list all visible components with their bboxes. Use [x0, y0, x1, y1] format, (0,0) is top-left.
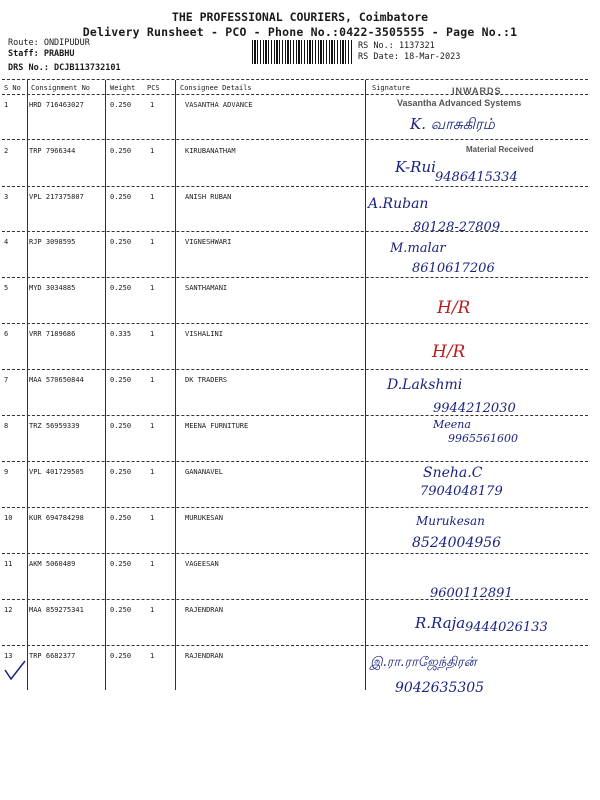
row-sno: 9: [4, 468, 9, 476]
row-consignment-no: TRP 7966344: [29, 147, 76, 155]
handwritten-phone: 80128-27809: [413, 220, 501, 235]
row-pcs: 1: [150, 193, 155, 201]
row-sno: 1: [4, 101, 9, 109]
row-divider: [2, 645, 588, 646]
handwritten-phone: 9444026133: [465, 620, 548, 635]
handwritten-signature: M.malar: [390, 241, 446, 256]
row-pcs: 1: [150, 422, 155, 430]
document-title: THE PROFESSIONAL COURIERS, Coimbatore: [171, 10, 429, 24]
handwritten-phone: 9486415334: [435, 170, 518, 185]
row-weight: 0.250: [110, 514, 132, 522]
row-divider: [2, 507, 588, 508]
rs-date: RS Date: 18-Mar-2023: [358, 52, 461, 62]
row-pcs: 1: [150, 606, 155, 614]
row-consignee: VASANTHA ADVANCE: [185, 101, 253, 109]
column-header-consignment: Consignment No: [31, 84, 91, 92]
route-label: Route: ONDIPUDUR: [8, 38, 90, 48]
header-divider-top: [2, 79, 588, 80]
handwritten-signature: K-Rui: [395, 158, 436, 176]
row-pcs: 1: [150, 330, 155, 338]
row-pcs: 1: [150, 284, 155, 292]
row-consignee: VAGEESAN: [185, 560, 219, 568]
row-sno: 3: [4, 193, 9, 201]
handwritten-signature: இ.ரா.ராஜேந்திரன்: [370, 655, 477, 670]
handwritten-mark: H/R: [437, 298, 471, 318]
row-divider: [2, 139, 588, 140]
handwritten-phone: 9042635305: [395, 680, 485, 696]
row-divider: [2, 323, 588, 324]
column-header-signature: Signature: [372, 84, 410, 92]
handwritten-signature: D.Lakshmi: [387, 377, 463, 393]
row-pcs: 1: [150, 101, 155, 109]
handwritten-signature: A.Ruban: [368, 196, 429, 212]
row-consignment-no: AKM 5060489: [29, 560, 76, 568]
row-consignee: GANANAVEL: [185, 468, 223, 476]
handwritten-signature: Sneha.C: [423, 465, 483, 481]
row-consignment-no: MAA 859275341: [29, 606, 84, 614]
row-sno: 2: [4, 147, 9, 155]
row-divider: [2, 369, 588, 370]
row-weight: 0.250: [110, 101, 132, 109]
handwritten-signature: R.Raja: [415, 614, 466, 632]
row-consignee: VISHALINI: [185, 330, 223, 338]
row-pcs: 1: [150, 376, 155, 384]
row-pcs: 1: [150, 560, 155, 568]
row-sno: 4: [4, 238, 9, 246]
staff-label: Staff: PRABHU: [8, 49, 75, 59]
row-sno: 10: [4, 514, 13, 522]
row-consignee: RAJENDRAN: [185, 606, 223, 614]
row-sno: 13: [4, 652, 13, 660]
row-weight: 0.250: [110, 238, 132, 246]
handwritten-signature: Murukesan: [416, 514, 485, 528]
row-weight: 0.250: [110, 560, 132, 568]
row-consignment-no: MYD 3034885: [29, 284, 76, 292]
row-consignment-no: KUR 694784298: [29, 514, 84, 522]
row-consignment-no: TRZ 56959339: [29, 422, 80, 430]
row-consignee: MEENA FURNITURE: [185, 422, 249, 430]
row-consignee: SANTHAMANI: [185, 284, 228, 292]
row-consignment-no: MAA 570650844: [29, 376, 84, 384]
row-consignment-no: VPL 401729505: [29, 468, 84, 476]
row-sno: 6: [4, 330, 9, 338]
handwritten-mark: H/R: [432, 342, 466, 362]
row-sno: 8: [4, 422, 9, 430]
row-consignment-no: HRD 716463027: [29, 101, 84, 109]
handwritten-phone: 8524004956: [412, 535, 502, 551]
row-pcs: 1: [150, 514, 155, 522]
column-header-sno: S No: [4, 84, 21, 92]
column-header-pcs: PCS: [147, 84, 160, 92]
row-divider: [2, 461, 588, 462]
handwritten-phone: 7904048179: [420, 484, 503, 499]
row-consignment-no: VRR 7189686: [29, 330, 76, 338]
row-weight: 0.250: [110, 193, 132, 201]
column-header-consignee: Consignee Details: [180, 84, 252, 92]
handwritten-phone: 9600112891: [430, 586, 513, 601]
row-consignee: VIGNESHWARI: [185, 238, 232, 246]
row-consignment-no: TRP 6682377: [29, 652, 76, 660]
row-pcs: 1: [150, 238, 155, 246]
handwritten-signature: K. வாசுகிரம்: [410, 115, 495, 133]
row-divider: [2, 186, 588, 187]
row-pcs: 1: [150, 652, 155, 660]
row-consignee: KIRUBANATHAM: [185, 147, 236, 155]
row-weight: 0.250: [110, 606, 132, 614]
row-weight: 0.250: [110, 422, 132, 430]
row-sno: 11: [4, 560, 13, 568]
row-consignment-no: RJP 3098595: [29, 238, 76, 246]
handwritten-phone: 9965561600: [448, 432, 518, 445]
check-mark-icon: [3, 660, 27, 682]
runsheet-subtitle: Delivery Runsheet - PCO - Phone No.:0422-3505555 - Page No.:1: [82, 25, 518, 39]
stamp-material-received: Material Received: [466, 145, 534, 154]
stamp-inwards: INWARDS: [452, 86, 502, 96]
handwritten-signature: Meena: [433, 418, 471, 431]
column-header-weight: Weight: [110, 84, 136, 92]
handwritten-phone: 9944212030: [433, 401, 516, 416]
row-pcs: 1: [150, 147, 155, 155]
rs-number: RS No.: 1137321: [358, 41, 435, 51]
row-weight: 0.250: [110, 468, 132, 476]
barcode-graphic: [252, 40, 352, 64]
row-weight: 0.250: [110, 147, 132, 155]
row-consignee: DK TRADERS: [185, 376, 228, 384]
row-sno: 7: [4, 376, 9, 384]
row-consignee: ANISH RUBAN: [185, 193, 232, 201]
row-consignee: RAJENDRAN: [185, 652, 223, 660]
row-weight: 0.250: [110, 652, 132, 660]
row-weight: 0.250: [110, 284, 132, 292]
handwritten-phone: 8610617206: [412, 261, 495, 276]
stamp-company: Vasantha Advanced Systems: [397, 98, 522, 108]
row-sno: 5: [4, 284, 9, 292]
row-pcs: 1: [150, 468, 155, 476]
row-divider: [2, 277, 588, 278]
row-weight: 0.250: [110, 376, 132, 384]
row-divider: [2, 553, 588, 554]
row-weight: 0.335: [110, 330, 132, 338]
drs-number: DRS No.: DCJB113732101: [8, 63, 121, 73]
row-sno: 12: [4, 606, 13, 614]
row-consignee: MURUKESAN: [185, 514, 223, 522]
row-consignment-no: VPL 217375807: [29, 193, 84, 201]
